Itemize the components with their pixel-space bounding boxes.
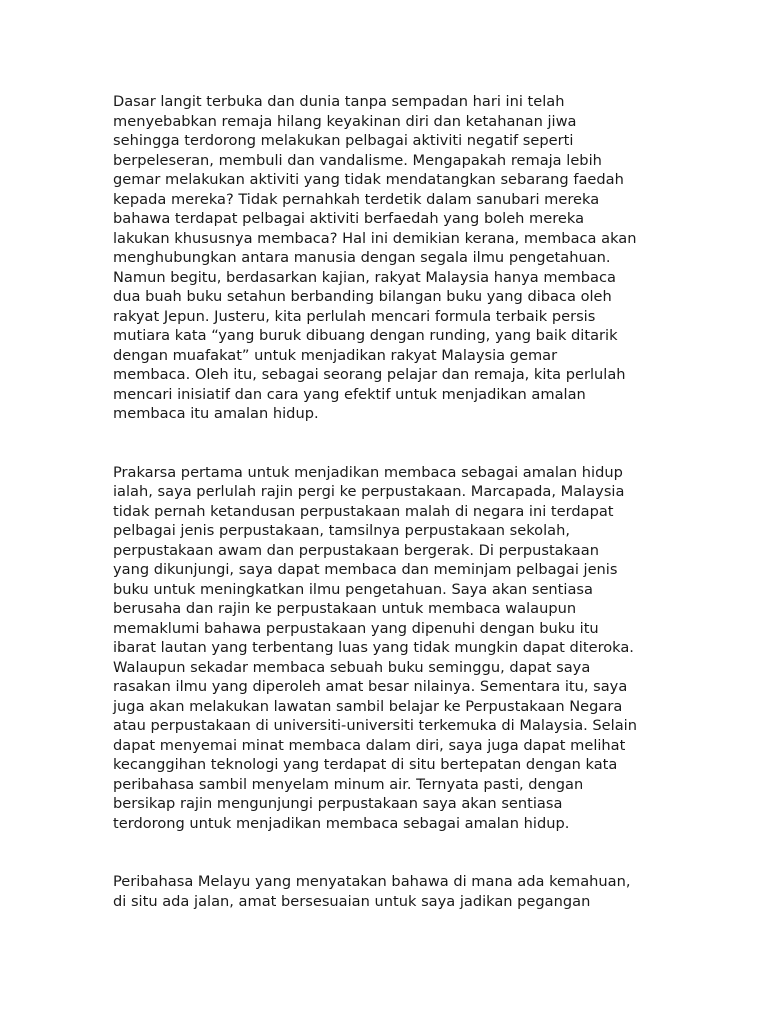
paragraph-spacer <box>113 424 673 463</box>
text-line: berpeleseran, membuli dan vandalisme. Mengapakah remaja lebih <box>113 151 602 169</box>
text-line: bersikap rajin mengunjungi perpustakaan saya akan sentiasa <box>113 795 563 812</box>
text-line: menghubungkan antara manusia dengan segala ilmu pengetahuan. <box>113 249 611 266</box>
text-line: yang dikunjungi, saya dapat membaca dan meminjam pelbagai jenis <box>113 561 618 578</box>
text-line: rasakan ilmu yang diperoleh amat besar nilainya. Sementara itu, saya <box>113 678 628 695</box>
text-line: berusaha dan rajin ke perpustakaan untuk membaca walaupun <box>113 600 577 617</box>
paragraph-3 <box>113 872 673 911</box>
text-line: rakyat Jepun. Justeru, kita perlulah mencari formula terbaik persis <box>113 307 596 325</box>
text-line: di situ ada jalan, amat bersesuaian untuk saya jadikan pegangan <box>113 892 591 910</box>
text-line: buku untuk meningkatkan ilmu pengetahuan. Saya akan sentiasa <box>113 580 593 598</box>
text-line: menyebabkan remaja hilang keyakinan diri dan ketahanan jiwa <box>113 112 577 130</box>
text-line: lakukan khususnya membaca? Hal ini demikian kerana, membaca akan <box>113 229 637 247</box>
text-line: Peribahasa Melayu yang menyatakan bahawa di mana ada kemahuan, <box>113 873 631 890</box>
text-line: tidak pernah ketandusan perpustakaan malah di negara ini terdapat <box>113 502 614 520</box>
paragraph-1 <box>113 92 673 424</box>
paragraph-spacer <box>113 833 673 872</box>
text-line: dapat menyemai minat membaca dalam diri, saya juga dapat melihat <box>113 736 626 754</box>
text-line: ibarat lautan yang terbentang luas yang tidak mungkin dapat diteroka. <box>113 639 634 656</box>
text-line: memaklumi bahawa perpustakaan yang dipenuhi dengan buku itu <box>113 619 599 637</box>
text-line: membaca itu amalan hidup. <box>113 405 319 422</box>
text-line: terdorong untuk menjadikan membaca sebagai amalan hidup. <box>113 814 570 832</box>
text-line: Prakarsa pertama untuk menjadikan membaca sebagai amalan hidup <box>113 463 623 481</box>
text-line: peribahasa sambil menyelam minum air. Ternyata pasti, dengan <box>113 775 584 793</box>
text-line: Namun begitu, berdasarkan kajian, rakyat Malaysia hanya membaca <box>113 268 616 286</box>
text-line: dua buah buku setahun berbanding bilangan buku yang dibaca oleh <box>113 288 612 305</box>
text-line: Walaupun sekadar membaca sebuah buku seminggu, dapat saya <box>113 658 591 676</box>
text-line: atau perpustakaan di universiti-universiti terkemuka di Malaysia. Selain <box>113 717 637 734</box>
text-line: sehingga terdorong melakukan pelbagai aktiviti negatif seperti <box>113 132 574 149</box>
text-line: kecanggihan teknologi yang terdapat di situ bertepatan dengan kata <box>113 756 618 773</box>
text-line: mutiara kata “yang buruk dibuang dengan runding, yang baik ditarik <box>113 327 618 344</box>
text-line: ialah, saya perlulah rajin pergi ke perpustakaan. Marcapada, Malaysia <box>113 483 625 500</box>
text-line: Dasar langit terbuka dan dunia tanpa sempadan hari ini telah <box>113 93 565 110</box>
text-line: membaca. Oleh itu, sebagai seorang pelajar dan remaja, kita perlulah <box>113 366 626 383</box>
text-line: mencari inisiatif dan cara yang efektif untuk menjadikan amalan <box>113 385 586 403</box>
text-line: dengan muafakat” untuk menjadikan rakyat Malaysia gemar <box>113 346 558 364</box>
text-line: juga akan melakukan lawatan sambil belajar ke Perpustakaan Negara <box>113 697 623 715</box>
text-line: bahawa terdapat pelbagai aktiviti berfaedah yang boleh mereka <box>113 210 585 227</box>
text-line: gemar melakukan aktiviti yang tidak mendatangkan sebarang faedah <box>113 171 624 188</box>
text-line: perpustakaan awam dan perpustakaan bergerak. Di perpustakaan <box>113 541 599 559</box>
text-line: pelbagai jenis perpustakaan, tamsilnya perpustakaan sekolah, <box>113 522 570 539</box>
essay-body <box>113 92 673 911</box>
text-line: kepada mereka? Tidak pernahkah terdetik dalam sanubari mereka <box>113 190 600 208</box>
paragraph-2 <box>113 463 673 834</box>
